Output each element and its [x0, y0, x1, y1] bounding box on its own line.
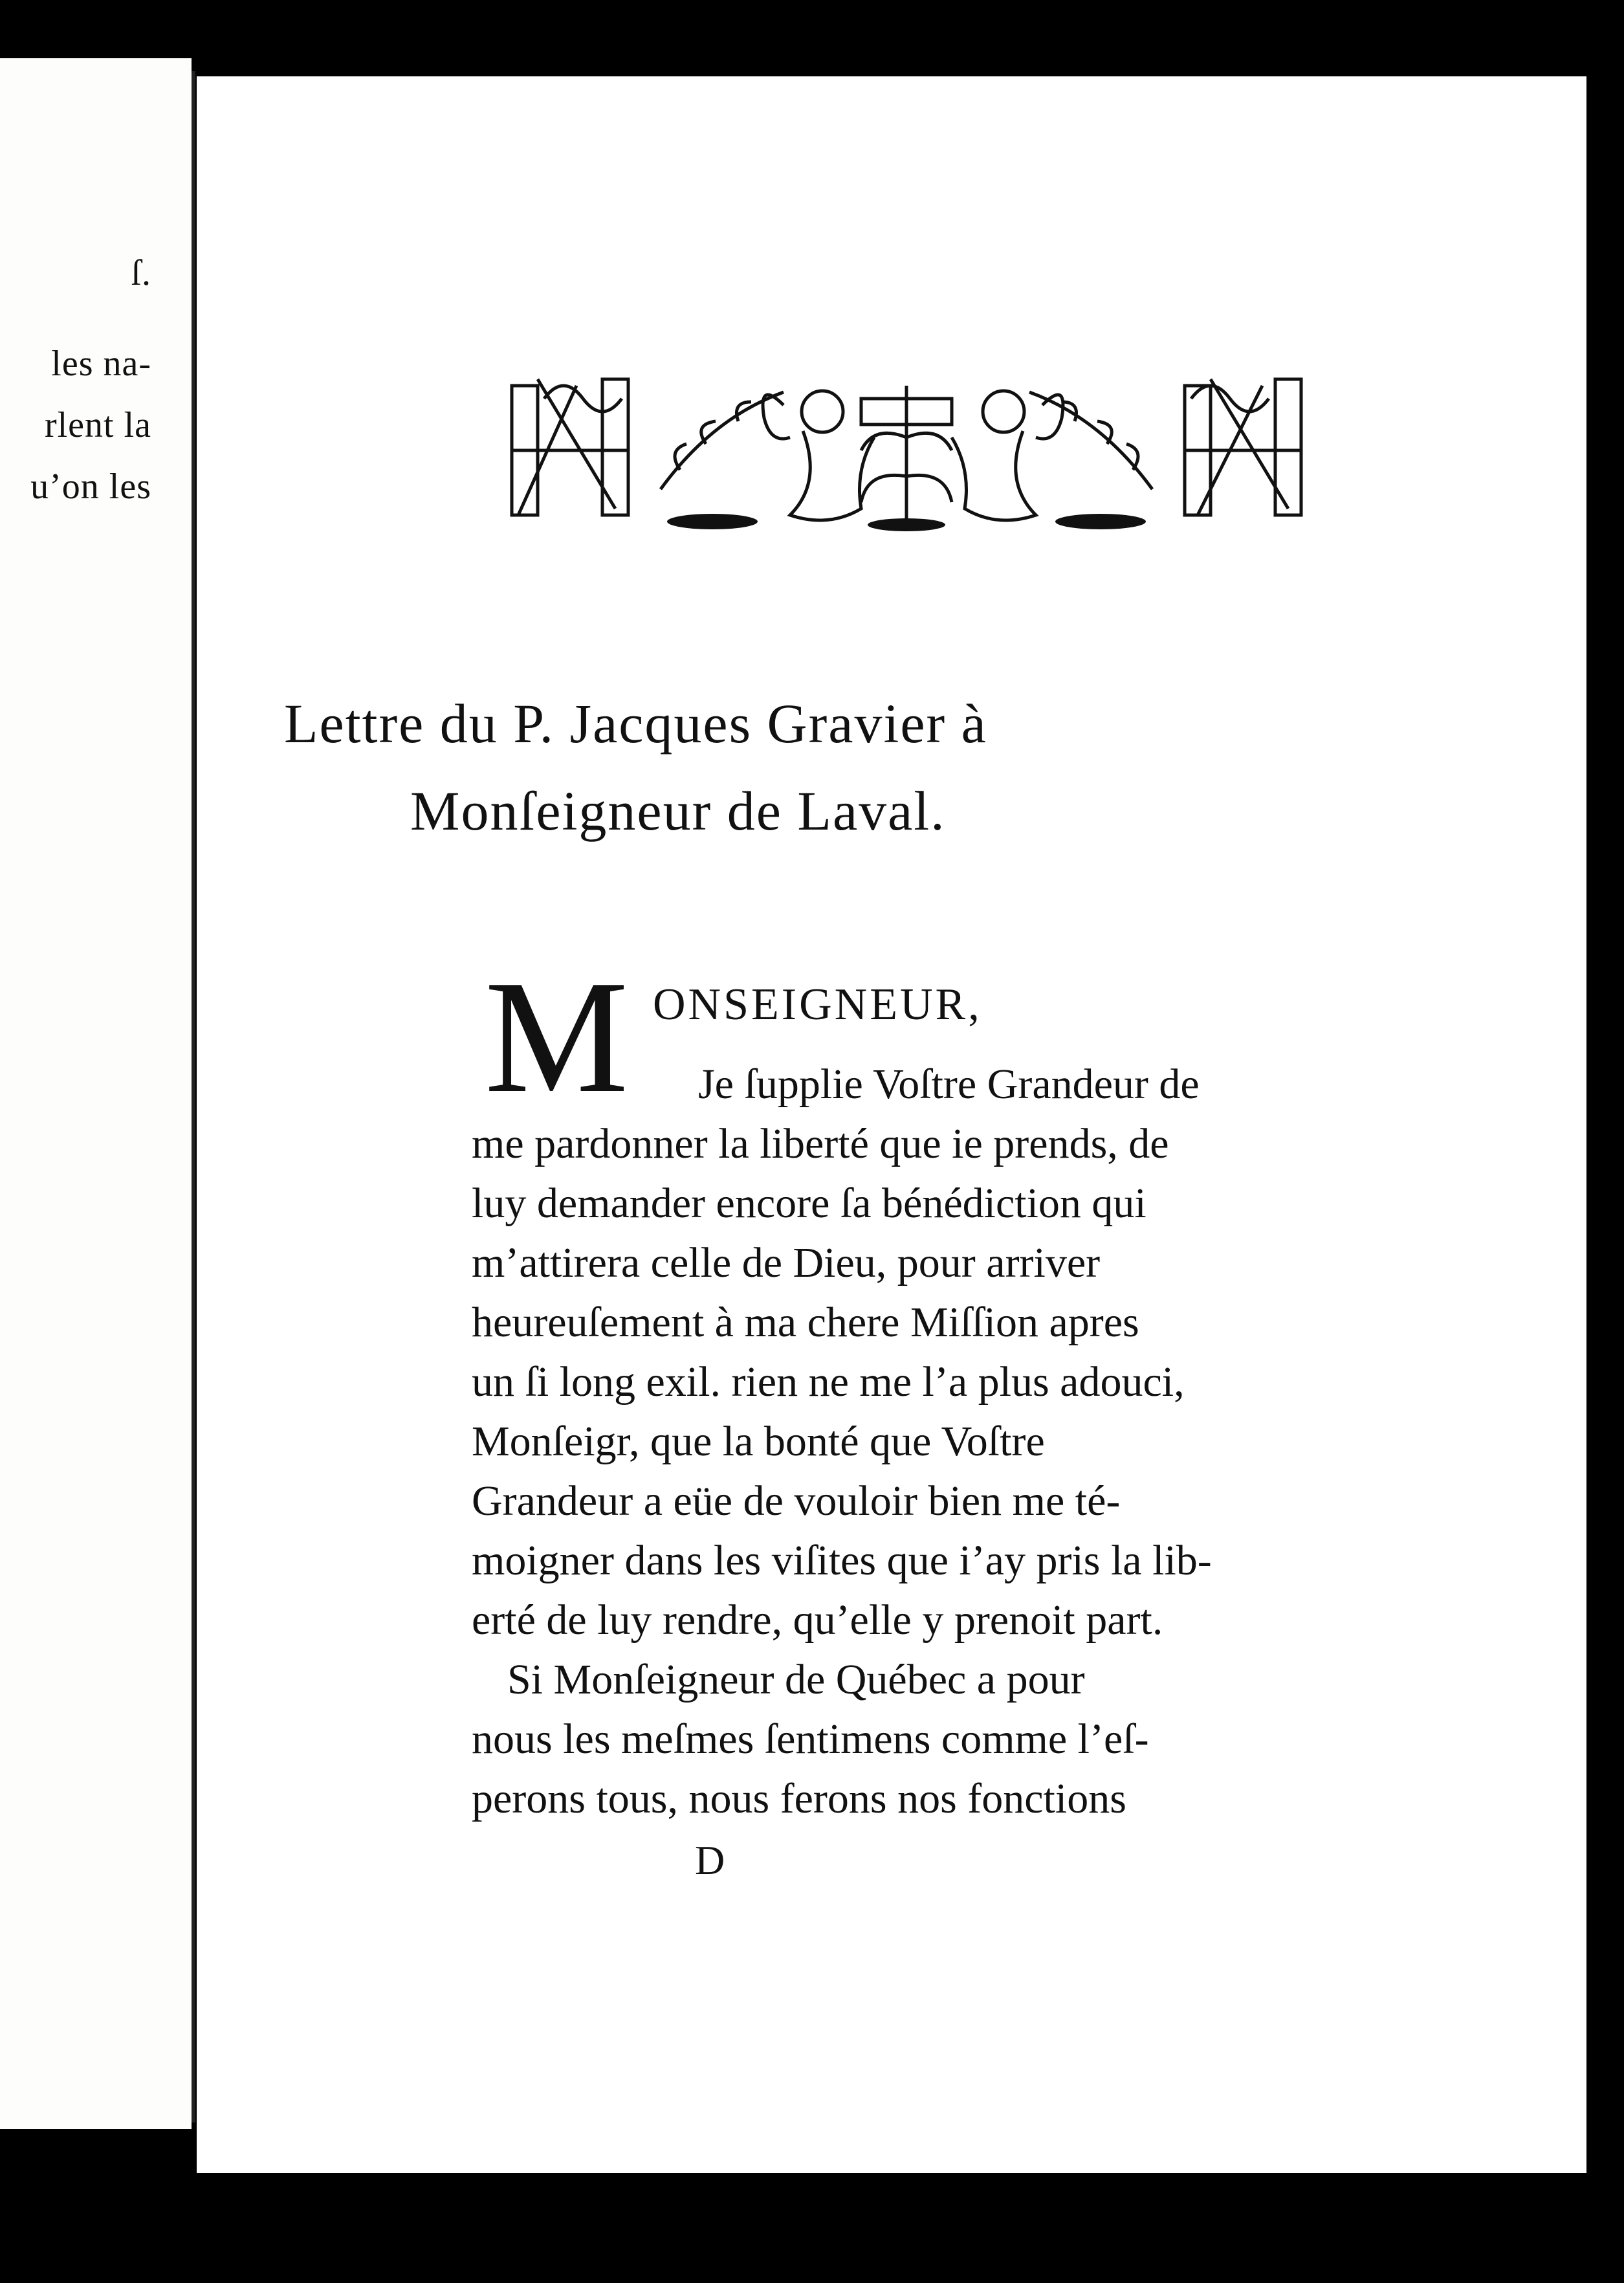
left-page-line: u’on les: [30, 467, 151, 507]
text-line: moigner dans les viſites que i’ay pris la lib-: [472, 1537, 1212, 1584]
heading-line-1: Lettre du P. Jacques Gravier à: [284, 692, 987, 755]
left-page-line: les na-: [51, 344, 151, 384]
text-line: nous les meſmes ſentimens comme l’eſ-: [472, 1715, 1149, 1763]
text-line: me pardonner la liberté que ie prends, de: [472, 1120, 1169, 1167]
text-line: heureuſement à ma chere Miſſion apres: [472, 1299, 1139, 1346]
right-page: [197, 76, 1586, 2173]
text-line: perons tous, nous ferons nos fonctions: [472, 1775, 1126, 1822]
text-line: Monſeigr, que la bonté que Voſtre: [472, 1418, 1045, 1465]
woodcut-headpiece-ornament: [499, 360, 1314, 535]
text-line: luy demander encore ſa bénédiction qui: [472, 1180, 1147, 1227]
text-line: Je ſupplie Voſtre Grandeur de: [698, 1061, 1200, 1108]
left-page-line: ſ.: [131, 253, 151, 293]
signature-mark: D: [695, 1837, 725, 1883]
left-page-line: rlent la: [44, 405, 151, 445]
text-line: m’attirera celle de Dieu, pour arriver: [472, 1239, 1101, 1286]
text-line: erté de luy rendre, qu’elle y prenoit part.: [472, 1596, 1163, 1644]
salutation: ONSEIGNEUR,: [653, 980, 982, 1030]
heading-line-2: Monſeigneur de Laval.: [410, 780, 946, 842]
drop-cap-initial: M: [485, 947, 629, 1127]
page-gutter: [192, 71, 195, 2123]
left-page: [0, 58, 192, 2129]
text-line: Si Monſeigneur de Québec a pour: [507, 1656, 1085, 1703]
text-line: un ſi long exil. rien ne me l’a plus adouci,: [472, 1358, 1185, 1406]
text-line: Grandeur a eüe de vouloir bien me té-: [472, 1477, 1121, 1525]
